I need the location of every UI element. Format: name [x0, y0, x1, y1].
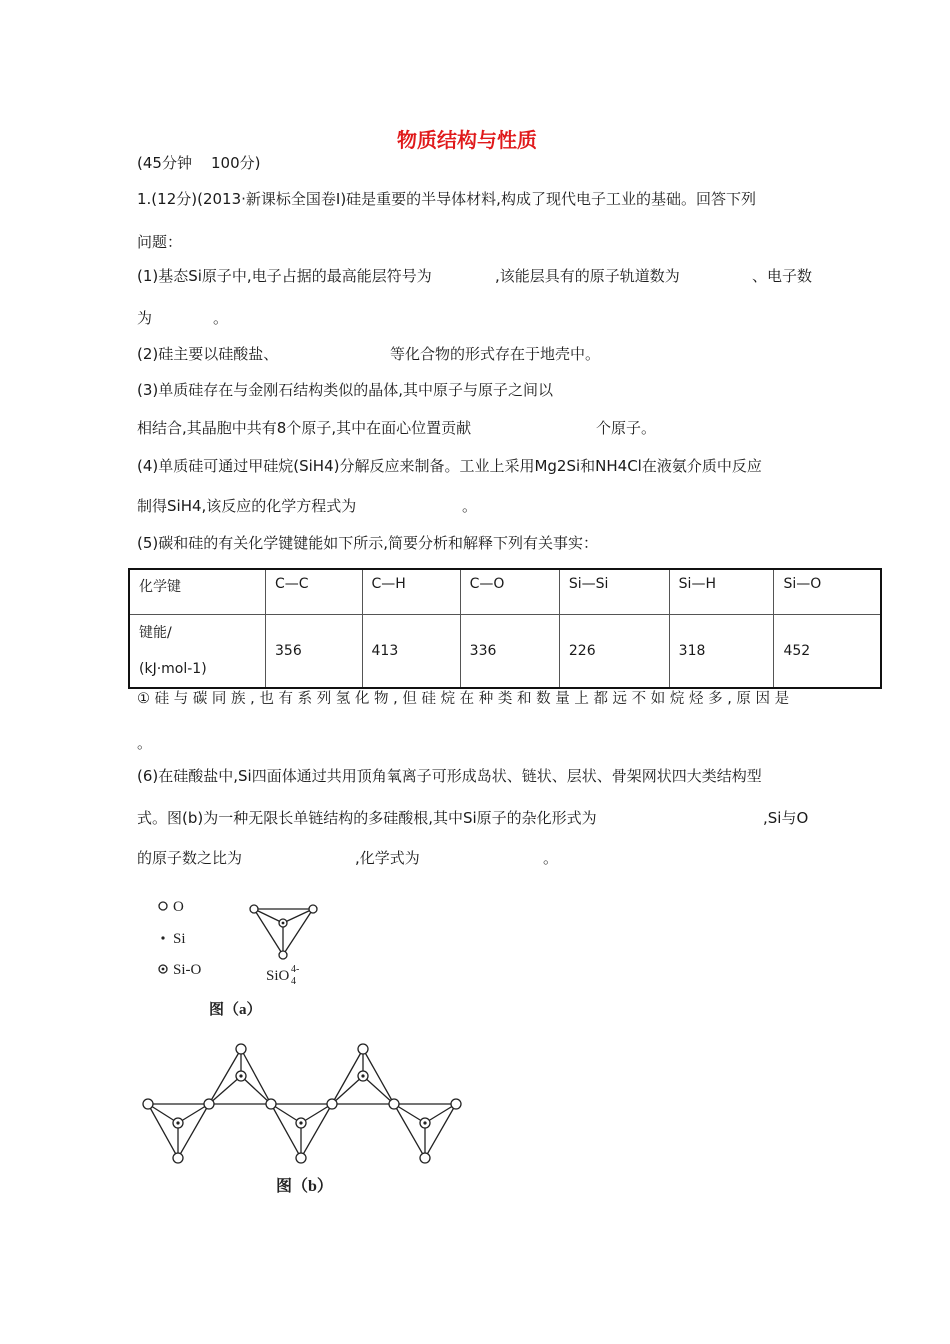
q1-part3-line1: (3)单质硅存在与金刚石结构类似的晶体,其中原子与原子之间以: [137, 381, 554, 399]
oxygen-atom: [250, 905, 258, 913]
silicon-center: [423, 1121, 426, 1124]
oxygen-atom: [296, 1153, 306, 1163]
page-title: 物质结构与性质: [397, 128, 537, 152]
bond-line: [363, 1076, 394, 1104]
bond-line: [301, 1104, 332, 1158]
legend-silicon-symbol: [161, 936, 164, 939]
bond-line: [332, 1076, 363, 1104]
q1-part2-text-a: (2)硅主要以硅酸盐、: [137, 345, 279, 363]
table-cell: 356: [266, 615, 363, 689]
table-cell: Si—O: [774, 569, 881, 615]
q1-part5-sub1-line1: ① 硅 与 碳 同 族 , 也 有 系 列 氢 化 物 , 但 硅 烷 在 种 类 和 数 量 上 都 远 不 如 烷 烃 多 , 原 因 是: [137, 691, 790, 707]
table-cell: C—H: [362, 569, 460, 615]
q1-part1-text-a: (1)基态Si原子中,电子占据的最高能层符号为: [137, 267, 432, 285]
table-cell: 413: [362, 615, 460, 689]
q1-part5-text: (5)碳和硅的有关化学键键能如下所示,简要分析和解释下列有关事实：: [137, 534, 599, 552]
silicon-center: [176, 1121, 179, 1124]
sio4-formula-sub: 4: [291, 976, 296, 987]
legend-oxygen-symbol: [159, 902, 167, 910]
q1-part6-text-b: ,Si与O: [763, 809, 809, 827]
q1-part6-text-a: 式。图(b)为一种无限长单链结构的多硅酸根,其中Si原子的杂化形式为: [137, 809, 597, 827]
figure-b: [130, 1040, 490, 1210]
oxygen-atom: [143, 1099, 153, 1109]
energy-label-line2: (kJ·mol-1): [139, 661, 207, 677]
q1-stem-line2: 问题：: [137, 233, 183, 251]
oxygen-atom: [173, 1153, 183, 1163]
table-cell: 226: [559, 615, 669, 689]
oxygen-atom: [279, 951, 287, 959]
oxygen-atom: [204, 1099, 214, 1109]
q1-part4-text-b: 。: [462, 497, 478, 515]
bond-line: [394, 1104, 425, 1158]
figure-a-caption: 图（a）: [209, 1002, 262, 1018]
table-header-label: 化学键: [129, 569, 266, 615]
silicate-chain: [143, 1044, 461, 1163]
q1-part4-text-a: 制得SiH4,该反应的化学方程式为: [137, 497, 357, 515]
figure-a: [150, 890, 410, 1020]
legend-silicon-label: Si: [173, 931, 186, 947]
oxygen-atom: [236, 1044, 246, 1054]
bond-line: [148, 1104, 178, 1158]
oxygen-atom: [358, 1044, 368, 1054]
table-row: [129, 569, 881, 615]
oxygen-atom: [309, 905, 317, 913]
oxygen-atom: [266, 1099, 276, 1109]
oxygen-atom: [389, 1099, 399, 1109]
silicon-center: [361, 1074, 364, 1077]
legend-oxygen-label: O: [173, 899, 184, 915]
q1-part6-text-d: ,化学式为: [355, 849, 420, 867]
q1-part1-text-e: 。: [213, 309, 229, 327]
table-cell: C—C: [266, 569, 363, 615]
silicon-center: [239, 1074, 242, 1077]
bond-line: [271, 1104, 301, 1158]
sio4-formula-sup: 4-: [291, 964, 300, 975]
q1-part1-text-d: 为: [137, 309, 153, 327]
bond-energy-table: [128, 568, 882, 689]
q1-part5-sub1-line2: 。: [137, 734, 153, 752]
bond-line: [209, 1076, 241, 1104]
table-cell: 318: [669, 615, 774, 689]
sio4-formula-base: SiO: [266, 968, 290, 984]
silicon-center: [299, 1121, 302, 1124]
q1-part1-text-b: ,该能层具有的原子轨道数为: [495, 267, 680, 285]
sio4-tetrahedron: [254, 909, 313, 955]
q1-part6-line1: (6)在硅酸盐中,Si四面体通过共用顶角氧离子可形成岛状、链状、层状、骨架网状四大类结构型: [137, 767, 762, 785]
q1-part6-text-c: 的原子数之比为: [137, 849, 243, 867]
bond-line: [241, 1076, 271, 1104]
q1-part4-line1: (4)单质硅可通过甲硅烷(SiH4)分解反应来制备。工业上采用Mg2Si和NH4Cl在液氨介质中反应: [137, 457, 762, 475]
table-cell: Si—H: [669, 569, 774, 615]
table-cell: C—O: [460, 569, 559, 615]
exam-meta: (45分钟 100分): [137, 154, 261, 172]
silicon-center: [282, 922, 285, 925]
legend-sio-symbol-inner: [162, 968, 165, 971]
q1-stem-line1: 1.(12分)(2013·新课标全国卷Ⅰ)硅是重要的半导体材料,构成了现代电子工业的基础。回答下列: [137, 190, 756, 208]
energy-label-line1: 键能/: [139, 625, 172, 641]
table-row: [129, 615, 881, 689]
q1-part3-text-b: 个原子。: [596, 419, 657, 437]
oxygen-atom: [327, 1099, 337, 1109]
q1-part3-text-a: 相结合,其晶胞中共有8个原子,其中在面心位置贡献: [137, 419, 472, 437]
table-cell: 336: [460, 615, 559, 689]
q1-part2-text-b: 等化合物的形式存在于地壳中。: [390, 345, 601, 363]
legend-sio-label: Si-O: [173, 962, 202, 978]
q1-part1-text-c: 、电子数: [752, 267, 813, 285]
table-energy-label: [129, 615, 266, 689]
bond-line: [425, 1104, 456, 1158]
table-cell: 452: [774, 615, 881, 689]
bond-line: [178, 1104, 209, 1158]
oxygen-atom: [420, 1153, 430, 1163]
figure-b-caption: 图（b）: [276, 1178, 333, 1195]
table-cell: Si—Si: [559, 569, 669, 615]
q1-part6-text-e: 。: [543, 849, 559, 867]
oxygen-atom: [451, 1099, 461, 1109]
